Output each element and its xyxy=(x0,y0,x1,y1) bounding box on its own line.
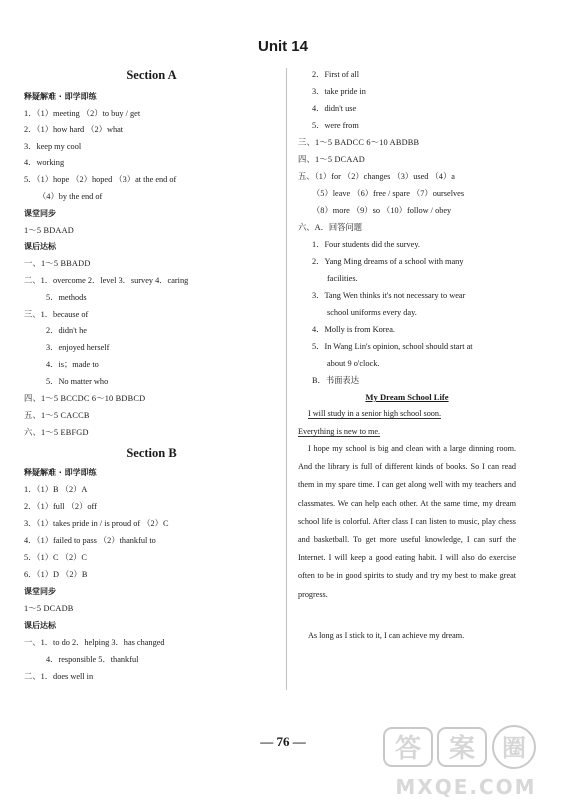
answer-line: 1～5 DCADB xyxy=(24,604,74,613)
answer-line: 一、1～5 BBADD xyxy=(24,259,91,268)
answer-line: 二、1．does well in xyxy=(24,672,94,681)
answer-line: 5．methods xyxy=(46,293,87,302)
answer-line: 2．Yang Ming dreams of a school with many xyxy=(312,257,464,266)
answer-line: 三、1．because of xyxy=(24,310,89,319)
answer-line: 四、1～5 DCAAD xyxy=(298,155,365,164)
answer-line: 4．（1）failed to pass （2）thankful to xyxy=(24,536,156,545)
answer-line: 3．（1）takes pride in / is proud of （2）C xyxy=(24,519,169,528)
answer-line: 5．（1）hope （2）hoped （3）at the end of xyxy=(24,175,177,184)
answer-line: （4）by the end of xyxy=(38,192,103,201)
answer-line: 4．working xyxy=(24,158,65,167)
section-heading: 释疑解难 · 即学即练 xyxy=(24,468,97,477)
svg-text:案: 案 xyxy=(448,734,476,764)
section-heading: 释疑解难 · 即学即练 xyxy=(24,92,97,101)
page-title: Unit 14 xyxy=(257,38,308,55)
watermark-logo xyxy=(374,720,554,800)
answer-line: （5）leave （6）free / spare （7）ourselves xyxy=(312,189,465,198)
answer-line: 1．（1）B （2）A xyxy=(24,485,88,494)
column-divider xyxy=(286,68,287,690)
answer-line: 3．Tang Wen thinks it's not necessary to wear xyxy=(312,291,466,300)
svg-text:答: 答 xyxy=(394,734,422,764)
answer-line: 三、1～5 BADCC 6～10 ABDBB xyxy=(298,138,420,147)
section-b-heading: Section B xyxy=(126,446,177,460)
answer-line: 一、1．to do 2．helping 3．has changed xyxy=(24,638,165,647)
essay-first-sentence-b: Everything is new to me. xyxy=(298,427,381,436)
answer-line: 3．take pride in xyxy=(312,87,366,96)
section-heading: 课后达标 xyxy=(24,242,56,251)
section-a-heading: Section A xyxy=(126,68,177,82)
answer-line: 4．Molly is from Korea. xyxy=(312,325,395,334)
answer-line: 5．were from xyxy=(312,121,359,130)
answer-line: facilities. xyxy=(327,274,358,283)
essay-title: My Dream School Life xyxy=(365,392,449,402)
answer-line: 3．keep my cool xyxy=(24,142,82,151)
section-heading: 课堂同步 xyxy=(24,587,56,596)
answer-line: about 9 o'clock. xyxy=(327,359,380,368)
page-number: — 76 — xyxy=(260,734,306,749)
answer-line: 六、A．回答问题 xyxy=(298,223,363,232)
section-heading: 课堂同步 xyxy=(24,209,56,218)
answer-line: 4．responsible 5．thankful xyxy=(46,655,139,664)
answer-line: 六、1～5 EBFGD xyxy=(24,428,89,437)
answer-line: 五、1～5 CACCB xyxy=(24,411,90,420)
essay-first-sentence-a: I will study in a senior high school soon. xyxy=(308,409,442,418)
answer-line: 2．First of all xyxy=(312,70,360,79)
answer-line: 6．（1）D （2）B xyxy=(24,570,88,579)
answer-line: （8）more （9）so （10）follow / obey xyxy=(312,206,452,215)
answer-line: 2．（1）full （2）off xyxy=(24,502,97,511)
answer-line: school uniforms every day. xyxy=(327,308,417,317)
answer-line: 五、（1）for （2）changes （3）used （4）a xyxy=(298,172,455,181)
answer-line: 5．No matter who xyxy=(46,377,109,386)
answer-line: 4．is；made to xyxy=(46,360,99,369)
answer-line: 1～5 BDAAD xyxy=(24,226,74,235)
answer-line: 5．In Wang Lin's opinion, school should start at xyxy=(312,342,473,351)
answer-line: B．书面表达 xyxy=(312,376,360,385)
answer-line: 1．Four students did the survey. xyxy=(312,240,421,249)
svg-text:圈: 圈 xyxy=(502,734,526,762)
svg-text:MXQE.COM: MXQE.COM xyxy=(395,775,537,799)
answer-line: 3．enjoyed herself xyxy=(46,343,110,352)
essay-first-line xyxy=(298,405,516,423)
essay-paragraph: As long as I stick to it, I can achieve my dream. xyxy=(308,631,465,640)
answer-line: 2．didn't he xyxy=(46,326,87,335)
answer-line: 四、1～5 BCCDC 6～10 BDBCD xyxy=(24,394,146,403)
answer-line: 5．（1）C （2）C xyxy=(24,553,87,562)
essay-second-line xyxy=(298,423,516,441)
answer-line: 二、1．overcome 2．level 3．survey 4．caring xyxy=(24,276,189,285)
section-heading: 课后达标 xyxy=(24,621,56,630)
answer-line: 4．didn't use xyxy=(312,104,357,113)
answer-line: 2．（1）how hard （2）what xyxy=(24,125,124,134)
essay-paragraph: I hope my school is big and clean with a large dinning room. And the library is full of different kinds of books. So I can read them in my spare time. I can get along well with my teachers and classmates. We can help each other. At the same time, my dream school life is colorful. After class I can listen to music, play chess and basketball. To get more useful knowledge, I can surf the Internet. I will keep a good eating habit. I will also do exercise often to be in good spirits to study and try my best to make great progress. xyxy=(298,444,516,599)
answer-line: 1．（1）meeting （2）to buy / get xyxy=(24,109,141,118)
